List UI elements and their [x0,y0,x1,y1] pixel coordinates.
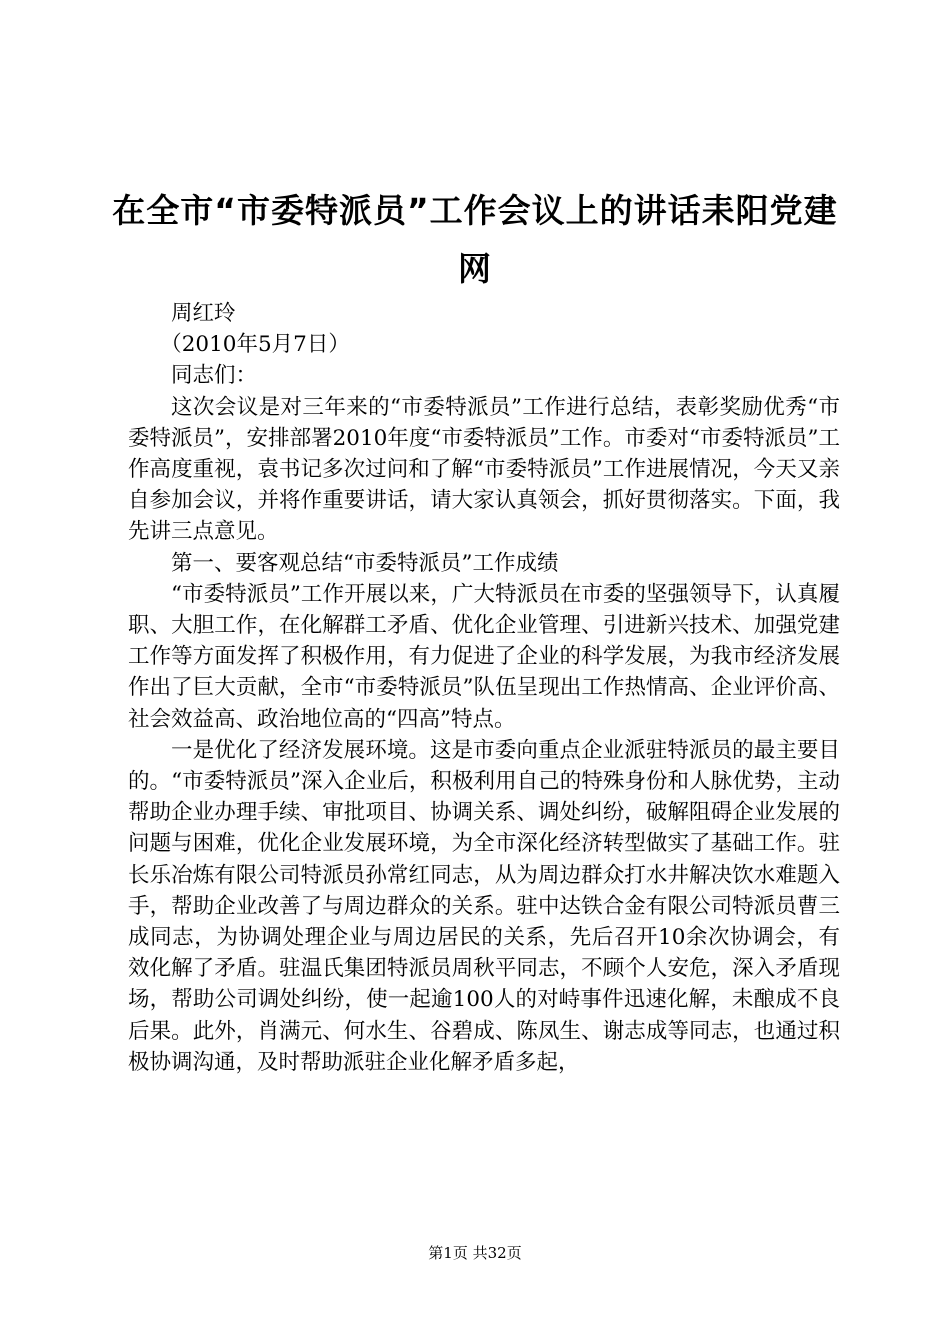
author-line: 周红玲 [171,301,236,326]
paragraph: “市委特派员”工作开展以来，广大特派员在市委的坚强领导下，认真履职、大胆工作，在化解群工矛盾、优化企业管理、引进新兴技术、加强党建工作等方面发挥了积极作用，有力促进了企业的科学发展，为我市经济发展作出了巨大贡献，全市“市委特派员”队伍呈现出工作热情高、企业评价高、社会效益高、政治地位高的“四高”特点。 [128,581,840,732]
section-heading: 第一、要客观总结“市委特派员”工作成绩 [171,550,559,576]
document-title: 在全市“市委特派员”工作会议上的讲话耒阳党建网 [112,191,838,288]
document-body [128,298,840,1078]
date-line: （2010年5月7日） [160,332,350,358]
paragraph: 一是优化了经济发展环境。这是市委向重点企业派驻特派员的最主要目的。“市委特派员”深入企业后，积极利用自己的特殊身份和人脉优势，主动帮助企业办理手续、审批项目、协调关系、调处纠纷，破解阻碍企业发展的问题与困难，优化企业发展环境，为全市深化经济转型做实了基础工作。驻长乐冶炼有限公司特派员孙常红同志，从为周边群众打水井解决饮水难题入手，帮助企业改善了与周边群众的关系。驻中达铁合金有限公司特派员曹三成同志，为协调处理企业与周边居民的关系，先后召开10余次协调会，有效化解了矛盾。驻温氏集团特派员周秋平同志，不顾个人安危，深入矛盾现场，帮助公司调处纠纷，使一起逾100人的对峙事件迅速化解，未酿成不良后果。此外，肖满元、何水生、谷碧成、陈凤生、谢志成等同志，也通过积极协调沟通，及时帮助派驻企业化解矛盾多起， [128,737,840,1075]
page-number-footer: 第1页 共32页 [428,1244,522,1262]
paragraph: 这次会议是对三年来的“市委特派员”工作进行总结，表彰奖励优秀“市委特派员”，安排部署2010年度“市委特派员”工作。市委对“市委特派员”工作高度重视，袁书记多次过问和了解“市委特派员”工作进展情况，今天又亲自参加会议，并将作重要讲话，请大家认真领会，抓好贯彻落实。下面，我先讲三点意见。 [128,394,840,545]
salutation-line: 同志们： [171,363,258,389]
